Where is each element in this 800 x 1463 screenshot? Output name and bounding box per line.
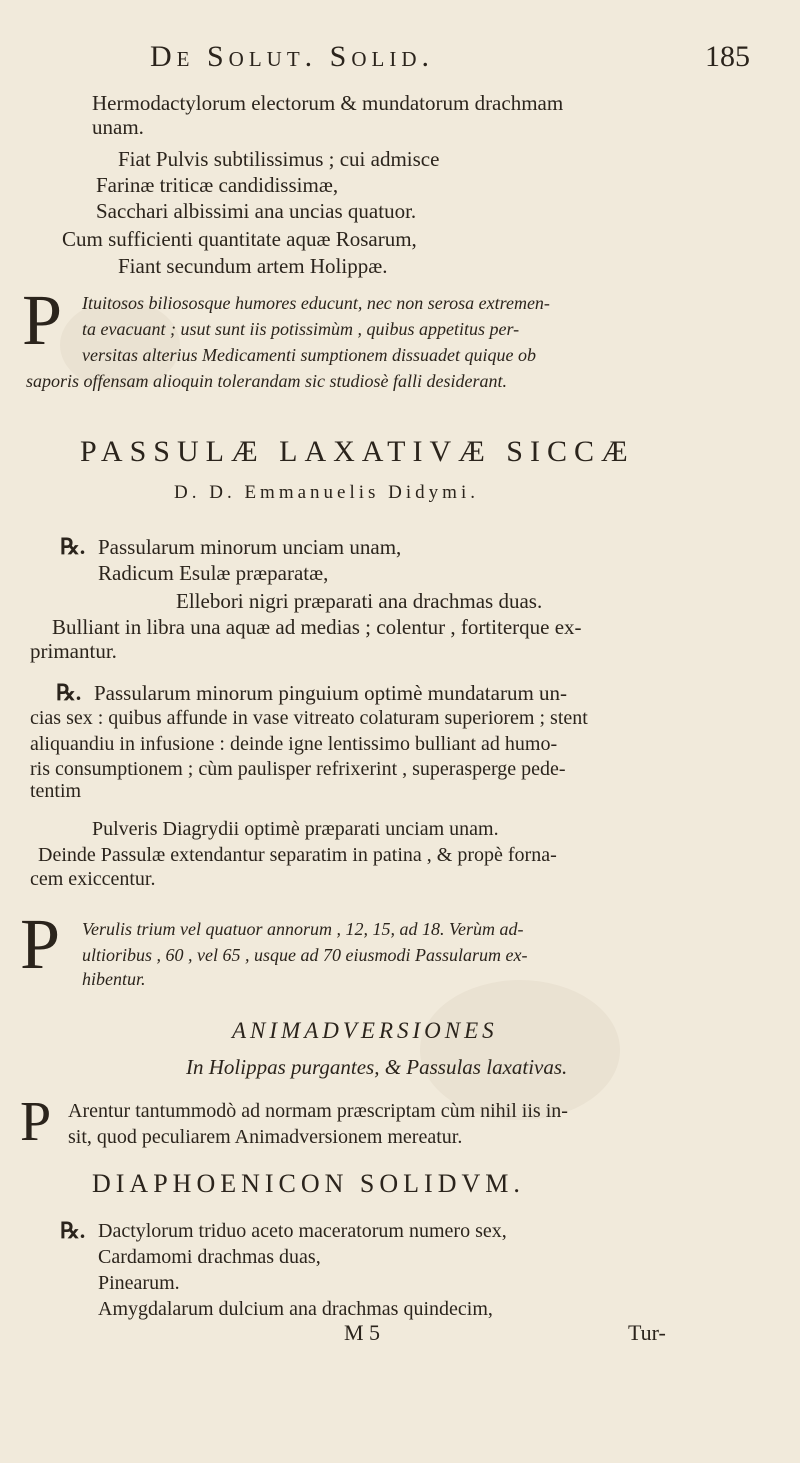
text-line: Ellebori nigri præparati ana drachmas duas. xyxy=(176,589,543,613)
running-title: De Solut. Solid. xyxy=(150,40,434,73)
italic-line: ta evacuant ; usut sunt iis potissimùm , quibus appetitus per- xyxy=(82,319,520,339)
italic-line: Verulis trium vel quatuor annorum , 12, 15, ad 18. Verùm ad- xyxy=(82,919,524,939)
text-line: unam. xyxy=(92,115,144,139)
author-line: D. D. Emmanuelis Didymi. xyxy=(174,482,479,503)
italic-line: versitas alterius Medicamenti sumptionem dissuadet quique ob xyxy=(82,345,536,365)
drop-cap: P xyxy=(22,280,63,360)
text-line: Deinde Passulæ extendantur separatim in patina , & propè forna- xyxy=(38,844,557,866)
section-heading: ANIMADVERSIONES xyxy=(232,1018,498,1043)
text-line: Amygdalarum dulcium ana drachmas quindecim, xyxy=(98,1298,493,1320)
text-line: cem exiccentur. xyxy=(30,868,156,890)
text-line: Passularum minorum pinguium optimè mundatarum un- xyxy=(94,681,568,705)
section-heading: DIAPHOENICON SOLIDVM. xyxy=(92,1169,525,1198)
text-line: aliquandiu in infusione : deinde igne lentissimo bulliant ad humo- xyxy=(30,733,558,755)
page-number: 185 xyxy=(705,40,750,73)
text-line: Cardamomi drachmas duas, xyxy=(98,1246,321,1268)
running-header xyxy=(150,40,760,84)
italic-line: saporis offensam alioquin tolerandam sic studiosè falli desiderant. xyxy=(26,371,507,391)
text-line: Arentur tantummodò ad normam præscriptam cùm nihil iis in- xyxy=(68,1100,568,1122)
text-line: Dactylorum triduo aceto maceratorum numero sex, xyxy=(98,1220,507,1242)
text-line: Fiant secundum artem Holippæ. xyxy=(118,254,388,278)
subheading: In Holippas purgantes, & Passulas laxativas. xyxy=(186,1055,568,1079)
text-line: Pulveris Diagrydii optimè præparati unciam unam. xyxy=(92,818,499,840)
drop-cap: P xyxy=(20,904,61,984)
recipe-symbol: ℞. xyxy=(60,1218,86,1243)
drop-cap: P xyxy=(20,1091,52,1153)
text-line: Passularum minorum unciam unam, xyxy=(98,535,402,559)
text-line: Sacchari albissimi ana uncias quatuor. xyxy=(96,199,417,223)
italic-line: Ituitosos biliososque humores educunt, nec non serosa extremen- xyxy=(82,293,550,313)
section-heading: PASSULÆ LAXATIVÆ SICCÆ xyxy=(80,435,635,468)
text-line: cias sex : quibus affunde in vase vitreato colaturam superiorem ; stent xyxy=(30,707,588,729)
text-line: Farinæ triticæ candidissimæ, xyxy=(96,173,339,197)
text-line: sit, quod peculiarem Animadversionem mereatur. xyxy=(68,1126,463,1148)
text-line: Bulliant in libra una aquæ ad medias ; colentur , fortiterque ex- xyxy=(52,615,582,639)
text-line: primantur. xyxy=(30,639,117,663)
text-line: Radicum Esulæ præparatæ, xyxy=(98,561,329,585)
text-line: ris consumptionem ; cùm paulisper refrixerint , superasperge pede- xyxy=(30,758,566,780)
italic-line: hibentur. xyxy=(82,969,146,989)
italic-line: ultioribus , 60 , vel 65 , usque ad 70 eiusmodi Passularum ex- xyxy=(82,945,528,965)
signature-mark: M 5 xyxy=(344,1320,381,1345)
text-line: Pinearum. xyxy=(98,1272,180,1294)
text-line: Hermodactylorum electorum & mundatorum drachmam xyxy=(92,91,564,115)
catchword: Tur- xyxy=(628,1320,666,1345)
recipe-symbol: ℞. xyxy=(60,534,86,559)
text-line: Fiat Pulvis subtilissimus ; cui admisce xyxy=(118,147,440,171)
recipe-symbol: ℞. xyxy=(56,680,82,705)
text-line: tentim xyxy=(30,780,82,802)
text-line: Cum sufficienti quantitate aquæ Rosarum, xyxy=(62,227,417,251)
